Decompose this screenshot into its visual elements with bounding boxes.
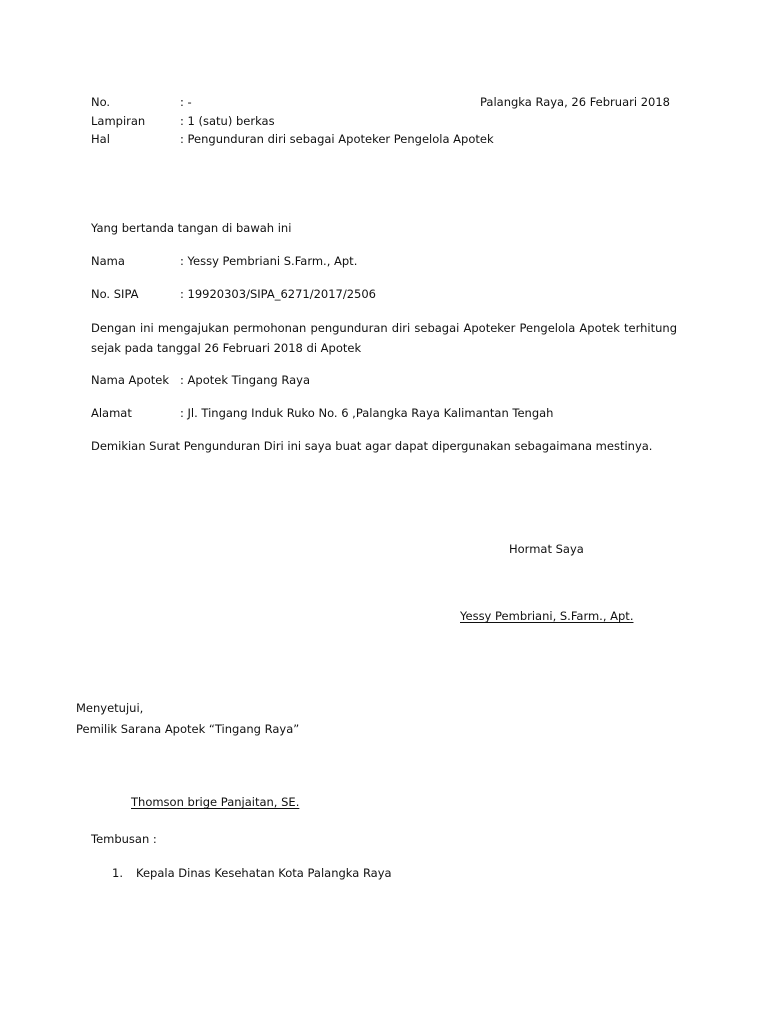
cc-label: Tembusan : <box>91 832 157 846</box>
nama-value: : Yessy Pembriani S.Farm., Apt. <box>180 254 358 268</box>
alamat-value: : Jl. Tingang Induk Ruko No. 6 ,Palangka Raya Kalimantan Tengah <box>180 406 554 420</box>
sipa-label: No. SIPA <box>91 287 139 301</box>
sipa-value: : 19920303/SIPA_6271/2017/2506 <box>180 287 376 301</box>
alamat-label: Alamat <box>91 406 132 420</box>
cc-item-text: Kepala Dinas Kesehatan Kota Palangka Raya <box>136 866 392 880</box>
approval-label: Menyetujui, <box>76 701 144 715</box>
closing-line: Demikian Surat Pengunduran Diri ini saya buat agar dapat dipergunakan sebagaimana mestinya. <box>91 439 653 453</box>
place-date: Palangka Raya, 26 Februari 2018 <box>480 95 670 109</box>
nama-label: Nama <box>91 254 125 268</box>
lampiran-label: Lampiran <box>91 114 146 128</box>
cc-item-number: 1. <box>112 866 123 880</box>
lampiran-value: : 1 (satu) berkas <box>180 114 275 128</box>
salutation: Hormat Saya <box>509 542 584 556</box>
request-paragraph: Dengan ini mengajukan permohonan pengunduran diri sebagai Apoteker Pengelola Apotek terhitung sejak pada tanggal 26 Februari 2018 di Apotek <box>91 321 677 355</box>
approver-name: Thomson brige Panjaitan, SE. <box>131 795 300 809</box>
approval-role: Pemilik Sarana Apotek “Tingang Raya” <box>76 722 300 736</box>
opening-line: Yang bertanda tangan di bawah ini <box>91 221 292 235</box>
apotek-label: Nama Apotek <box>91 373 170 387</box>
signer-name: Yessy Pembriani, S.Farm., Apt. <box>460 609 634 623</box>
apotek-value: : Apotek Tingang Raya <box>180 373 311 387</box>
hal-label: Hal <box>91 132 110 146</box>
no-value: : - <box>180 95 192 109</box>
hal-value: : Pengunduran diri sebagai Apoteker Pengelola Apotek <box>180 132 494 146</box>
no-label: No. <box>91 95 111 109</box>
